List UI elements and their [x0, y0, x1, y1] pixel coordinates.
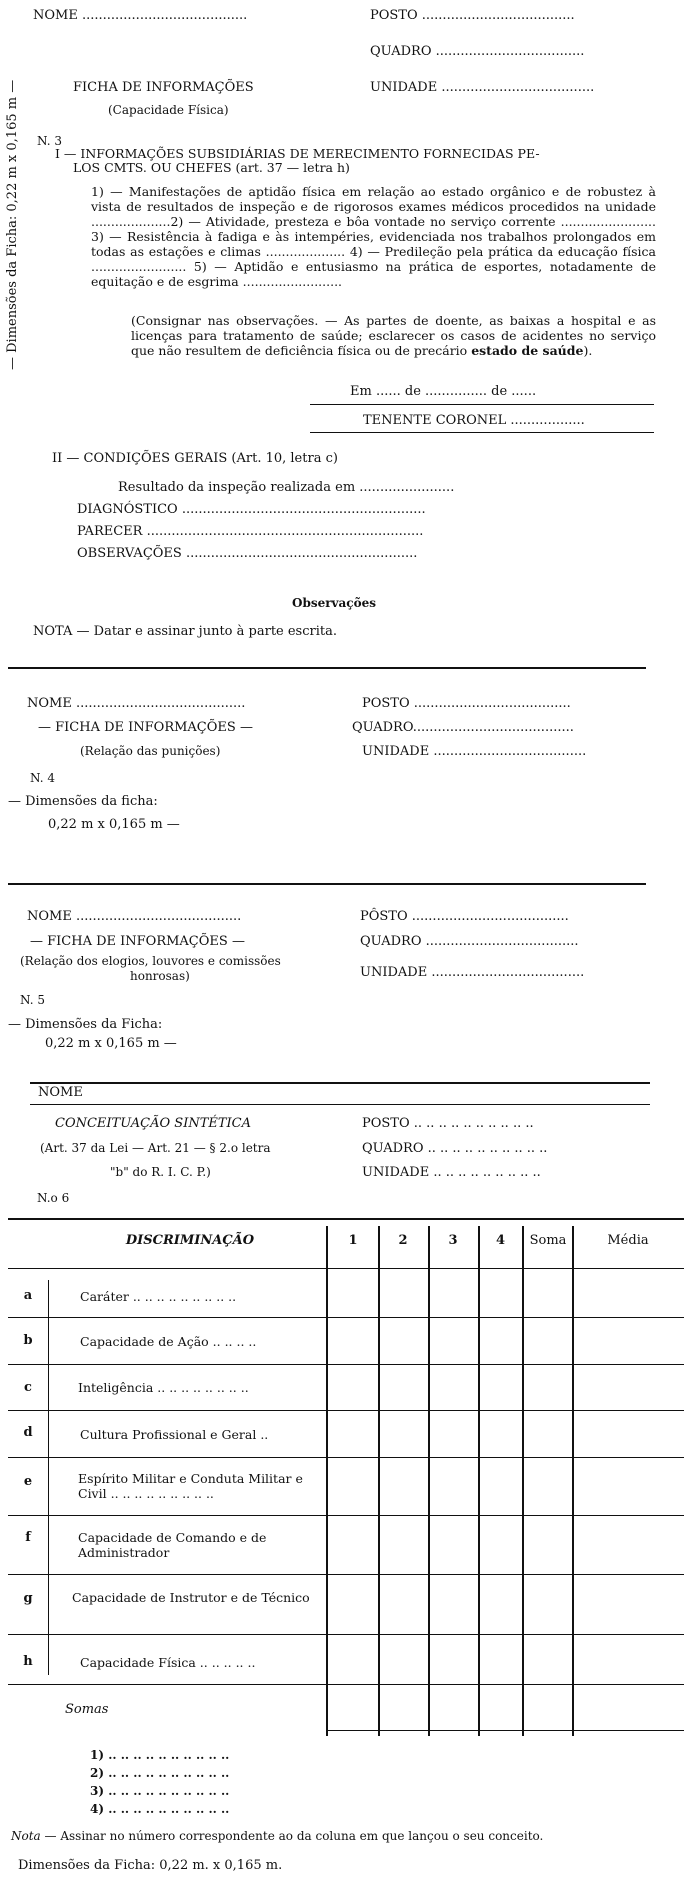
col-line	[478, 1226, 480, 1736]
col-line	[378, 1226, 380, 1736]
row-label: Capacidade de Instrutor e de Técnico	[72, 1590, 310, 1605]
row-rule	[8, 1515, 684, 1516]
row-label: Caráter .. .. .. .. .. .. .. .. ..	[80, 1289, 237, 1304]
row-rule	[8, 1410, 684, 1411]
posto-field: POSTO .. .. .. .. .. .. .. .. .. ..	[362, 1116, 534, 1131]
consignar-text: (Consignar nas observações. — As partes de doente, as baixas a hospital e as licenças para tratamento de saúde; esclarecer os casos de acidentes no serviço que não resultem de deficiência física ou de precário	[131, 313, 656, 358]
section-divider	[8, 667, 646, 669]
ficha-subtitle-2: honrosas)	[130, 969, 190, 983]
row-letter: f	[25, 1530, 31, 1545]
nota-text: — Assinar no número correspondente ao da coluna em que lançou o seu conceito.	[40, 1829, 544, 1843]
table-top-rule	[8, 1218, 684, 1220]
ficha-number: N.o 6	[37, 1191, 70, 1205]
diagnostico-field: DIAGNÓSTICO ...........................................................	[77, 502, 426, 517]
somas-label: Somas	[65, 1702, 109, 1717]
section-1-heading: I — INFORMAÇÕES SUBSIDIÁRIAS DE MERECIMENTO FORNECIDAS PE-	[55, 146, 540, 161]
resultado-inspecao: Resultado da inspeção realizada em .......................	[118, 480, 455, 495]
row-rule	[8, 1634, 684, 1635]
row-letter: h	[23, 1654, 33, 1669]
col-line	[326, 1226, 328, 1736]
nota-footer	[11, 1830, 543, 1844]
row-rule	[8, 1457, 684, 1458]
dimensions-line-1: — Dimensões da Ficha:	[8, 1017, 163, 1032]
ficha-title: — FICHA DE INFORMAÇÕES —	[38, 720, 253, 735]
col-line	[428, 1226, 430, 1736]
header-col-3: 3	[448, 1233, 458, 1248]
row-label: Cultura Profissional e Geral ..	[80, 1427, 269, 1442]
consignar-bold-text: estado de saúde	[471, 343, 584, 358]
row-label: Espírito Militar e Conduta Militar e Civil .. .. .. .. .. .. .. .. ..	[78, 1471, 303, 1501]
consignar-end-text: ).	[583, 343, 593, 358]
section-divider	[30, 1082, 650, 1084]
sign-line-1: 1) .. .. .. .. .. .. .. .. .. ..	[90, 1748, 230, 1762]
article-ref-2: "b" do R. I. C. P.)	[110, 1165, 211, 1179]
row-letter: d	[23, 1425, 33, 1440]
row-letter: a	[23, 1288, 33, 1303]
nome-field: NOME .........................................	[27, 696, 246, 711]
row-rule	[8, 1364, 684, 1365]
somas-rule	[326, 1730, 684, 1731]
row-letter: e	[23, 1474, 33, 1489]
date-line: Em ...... de ............... de ......	[350, 384, 537, 399]
nome-field: NOME ........................................	[33, 8, 248, 23]
unidade-field: UNIDADE .....................................	[360, 965, 585, 980]
ficha-title: CONCEITUAÇÃO SINTÉTICA	[55, 1116, 252, 1131]
parecer-field: PARECER ...................................................................	[77, 524, 424, 539]
row-rule	[8, 1317, 684, 1318]
header-col-4: 4	[495, 1233, 506, 1248]
posto-field: POSTO .....................................	[370, 8, 575, 23]
observacoes-title: Observações	[292, 596, 377, 610]
nota: NOTA — Datar e assinar junto à parte escrita.	[33, 624, 337, 639]
ficha-subtitle: (Relação das punições)	[80, 744, 221, 758]
signature-rule	[310, 404, 654, 405]
row-letter: c	[24, 1380, 32, 1395]
dimensions-line-1: — Dimensões da ficha:	[8, 794, 158, 809]
side-dimension-note: — Dimensões da Ficha: 0,22 m x 0,165 m —	[5, 79, 20, 370]
ficha-number: N. 5	[20, 993, 45, 1007]
section-1-heading-cont: LOS CMTS. OU CHEFES (art. 37 — letra h)	[73, 160, 350, 175]
ficha-subtitle-1: (Relação dos elogios, louvores e comissões	[20, 954, 281, 968]
dimensions-line-2: 0,22 m x 0,165 m —	[48, 817, 180, 832]
col-line	[522, 1226, 524, 1736]
unidade-field: UNIDADE .....................................	[370, 80, 595, 95]
dimensions-line-2: 0,22 m x 0,165 m —	[45, 1036, 177, 1051]
row-label: Inteligência .. .. .. .. .. .. .. ..	[78, 1380, 249, 1395]
quadro-field: QUADRO.......................................	[352, 720, 574, 735]
row-rule	[8, 1574, 684, 1575]
header-col-1: 1	[348, 1233, 358, 1248]
quadro-field: QUADRO .. .. .. .. .. .. .. .. .. ..	[362, 1141, 548, 1156]
quadro-field: QUADRO .....................................	[360, 934, 579, 949]
signature-rule-bottom	[310, 432, 654, 433]
article-ref-1: (Art. 37 da Lei — Art. 21 — § 2.o letra	[40, 1141, 271, 1155]
ficha-title: — FICHA DE INFORMAÇÕES —	[30, 934, 245, 949]
nome-field: NOME ........................................	[27, 909, 242, 924]
unidade-field: UNIDADE .....................................	[362, 744, 587, 759]
letter-col-line	[48, 1280, 49, 1675]
header-bottom-rule	[8, 1268, 684, 1269]
nota-label: Nota	[11, 1829, 41, 1843]
section-divider	[8, 883, 646, 885]
ficha-number: N. 4	[30, 771, 55, 785]
nome-field: NOME	[38, 1085, 83, 1100]
row-label: Capacidade Física .. .. .. .. ..	[80, 1655, 256, 1670]
sign-line-4: 4) .. .. .. .. .. .. .. .. .. ..	[90, 1802, 230, 1816]
row-letter: g	[23, 1591, 33, 1606]
ficha-subtitle: (Capacidade Física)	[108, 103, 229, 117]
consignar-paragraph	[131, 313, 656, 358]
col-line	[572, 1226, 574, 1736]
row-label: Capacidade de Comando e de Administrador	[78, 1530, 267, 1560]
section-2-heading: II — CONDIÇÕES GERAIS (Art. 10, letra c)	[52, 451, 338, 466]
quadro-field: QUADRO ....................................	[370, 44, 585, 59]
posto-field: PÔSTO ......................................	[360, 909, 569, 924]
tenente-coronel-signature: TENENTE CORONEL ..................	[363, 413, 585, 428]
header-discriminacao: DISCRIMINAÇÃO	[125, 1233, 255, 1248]
header-col-2: 2	[398, 1233, 408, 1248]
ficha-number: N. 3	[37, 134, 62, 148]
posto-field: POSTO ......................................	[362, 696, 571, 711]
dimensoes-footer: Dimensões da Ficha: 0,22 m. x 0,165 m.	[18, 1858, 283, 1873]
sign-line-2: 2) .. .. .. .. .. .. .. .. .. ..	[90, 1766, 230, 1780]
row-letter: b	[23, 1333, 33, 1348]
header-media: Média	[607, 1233, 649, 1248]
observacoes-field: OBSERVAÇÕES ........................................................	[77, 546, 418, 561]
aptidao-paragraph: 1) — Manifestações de aptidão física em relação ao estado orgânico e de robustez à vista de resultados de inspeção e de rigorosos exames médicos procedidos na unidade ....................2) — Atividade, presteza e bôa vontade no serviço corrente ........................ 3) — Resistência à fadiga e às intempéries, evidenciada nos trabalhos prolongados em todas as estações e climas .................... 4) — Predileção pela prática da educação física ........................ 5) — Aptidão e entusiasmo na prática de esportes, notadamente de equitação e de esgrima .........................	[91, 184, 656, 289]
row-label: Capacidade de Ação .. .. .. ..	[80, 1334, 257, 1349]
row-rule	[8, 1684, 684, 1685]
header-soma: Soma	[529, 1233, 567, 1248]
sign-line-3: 3) .. .. .. .. .. .. .. .. .. ..	[90, 1784, 230, 1798]
ficha-title: FICHA DE INFORMAÇÕES	[73, 80, 254, 95]
nome-rule	[30, 1104, 650, 1105]
unidade-field: UNIDADE .. .. .. .. .. .. .. .. ..	[362, 1165, 541, 1180]
